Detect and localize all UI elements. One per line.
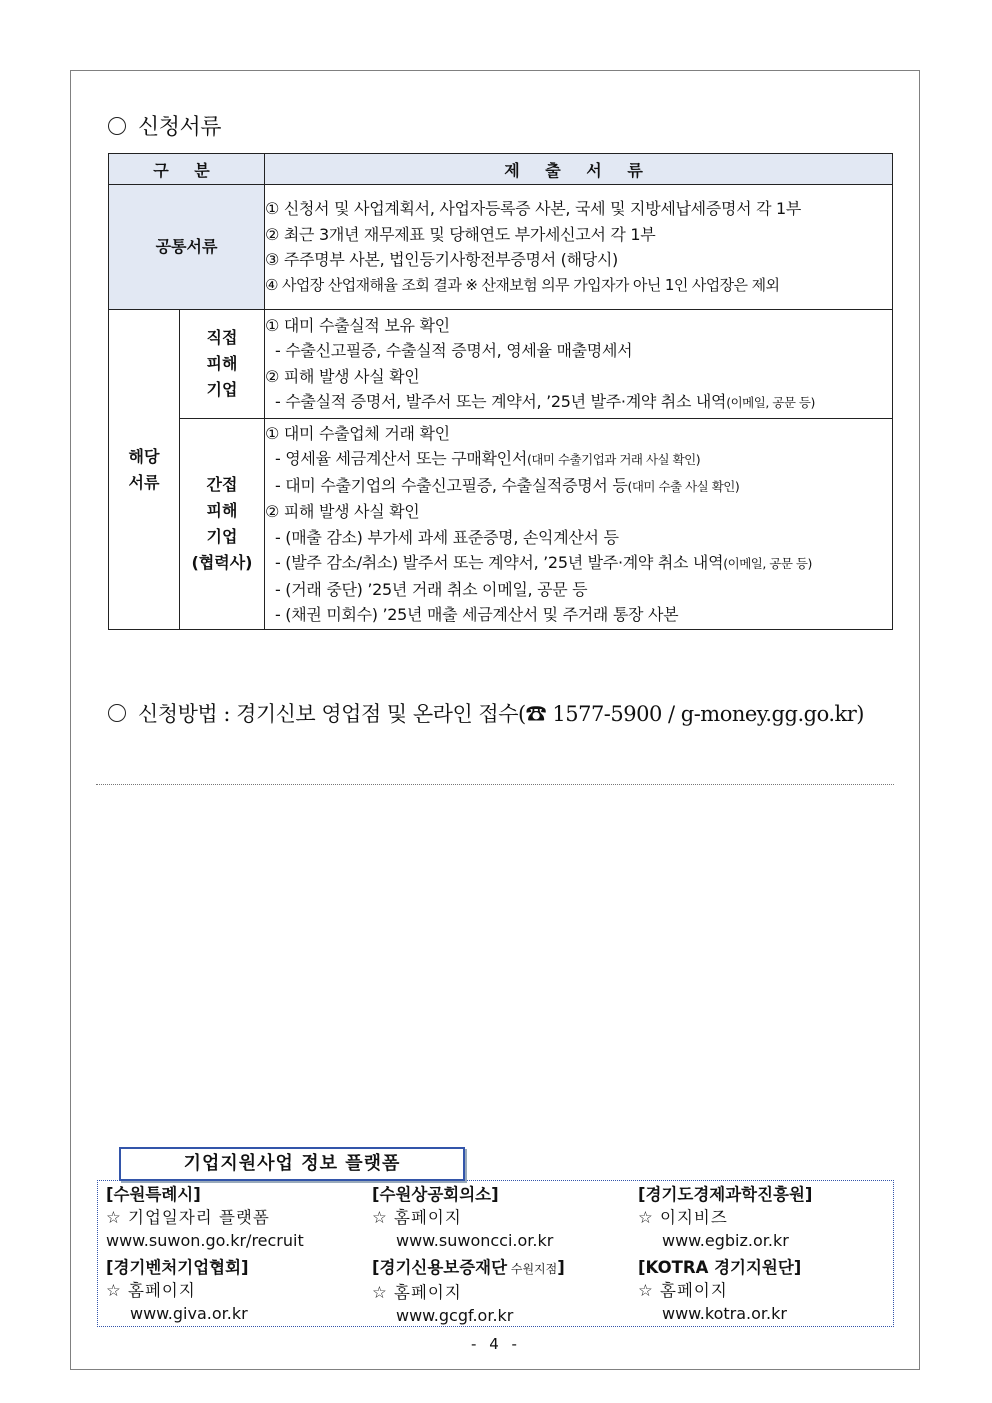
org-suwon-cci (372, 1183, 632, 1252)
list-item (265, 389, 892, 416)
item-note: (이메일, 공문 등) (723, 556, 812, 571)
item-text: - 수출실적 증명서, 발주서 또는 계약서, ’25년 발주·계약 취소 내역 (275, 392, 727, 411)
subcategory-indirect (180, 419, 265, 630)
org-link[interactable]: www.suwoncci.or.kr (396, 1231, 554, 1250)
org-name-bracket: ] (557, 1258, 565, 1277)
list-item: ① 신청서 및 사업계획서, 사업자등록증 사본, 국세 및 지방세납세증명서 각 1부 (265, 199, 802, 218)
table-header-row (109, 154, 893, 185)
org-name: [경기도경제과학진흥원] (638, 1185, 813, 1204)
circle-bullet-icon (108, 117, 126, 135)
list-item: - (매출 감소) 부가세 과세 표준증명, 손익계산서 등 (275, 527, 619, 547)
header-category: 구 분 (109, 154, 265, 185)
list-item: ② 피해 발생 사실 확인 (265, 366, 420, 386)
list-item (265, 446, 892, 473)
category-label: (협력사) (191, 553, 253, 572)
indirect-items (265, 419, 893, 630)
org-desc: ☆ 홈페이지 (638, 1281, 728, 1300)
item-text: - 대미 수출기업의 수출신고필증, 수출실적증명서 등 (275, 475, 628, 495)
direct-items (265, 310, 893, 419)
category-label: 직접 (206, 328, 238, 347)
category-label: 해당 (128, 446, 160, 466)
org-desc: ☆ 기업일자리 플랫폼 (106, 1208, 270, 1227)
category-label: 피해 (206, 354, 238, 373)
table-row (109, 419, 893, 630)
item-note: (대미 수출 사실 확인) (627, 478, 740, 494)
section-title: 신청서류 (138, 115, 222, 140)
org-desc: ☆ 홈페이지 (372, 1283, 462, 1302)
org-name-note: 수원지점 (507, 1262, 558, 1276)
org-kotra (638, 1256, 898, 1325)
platform-title: 기업지원사업 정보 플랫폼 (119, 1147, 465, 1181)
item-note: (대미 수출기업과 거래 사실 확인) (526, 452, 701, 467)
item-text: - (발주 감소/취소) 발주서 또는 계약서, ’25년 발주·계약 취소 내역 (275, 553, 724, 572)
category-label: 피해 (206, 501, 238, 520)
org-desc: ☆ 이지비즈 (638, 1208, 728, 1227)
table-row (109, 310, 893, 419)
list-item: ③ 주주명부 사본, 법인등기사항전부증명서 (해당시) (265, 250, 618, 269)
list-item (265, 473, 892, 500)
item-note: (이메일, 공문 등) (726, 395, 815, 410)
list-item: ② 최근 3개년 재무제표 및 당해연도 부가세신고서 각 1부 (265, 224, 656, 244)
org-name: [수원특례시] (106, 1185, 201, 1204)
documents-table (108, 153, 893, 630)
divider (96, 784, 894, 785)
category-applicable (109, 310, 180, 630)
application-method-text: 신청방법 : 경기신보 영업점 및 온라인 접수(☎ 1577-5900 / g-money.gg.go.kr) (138, 702, 864, 726)
org-name: [KOTRA 경기지원단] (638, 1258, 802, 1277)
org-gcgf (372, 1256, 632, 1327)
page-number: - 4 - (471, 1335, 521, 1353)
org-giva (106, 1256, 366, 1325)
org-gbsa (638, 1183, 898, 1252)
list-item: ② 피해 발생 사실 확인 (265, 502, 420, 521)
org-name: [경기벤처기업협회] (106, 1258, 249, 1277)
list-item: ① 대미 수출업체 거래 확인 (265, 423, 450, 443)
list-item: ④ 사업장 산업재해율 조회 결과 ※ 산재보험 의무 가입자가 아닌 1인 사업장은 제외 (265, 275, 780, 294)
org-name: [수원상공회의소] (372, 1185, 499, 1204)
category-label: 서류 (128, 472, 160, 492)
list-item: - 수출신고필증, 수출실적 증명서, 영세율 매출명세서 (275, 341, 633, 360)
org-link[interactable]: www.gcgf.or.kr (396, 1306, 514, 1325)
circle-bullet-icon (108, 704, 126, 722)
org-link[interactable]: www.egbiz.or.kr (662, 1231, 789, 1250)
list-item: - (채권 미회수) ’25년 매출 세금계산서 및 주거래 통장 사본 (275, 605, 679, 624)
table-row (109, 185, 893, 310)
section-heading-application (108, 698, 864, 728)
list-item: - (거래 중단) ’25년 거래 취소 이메일, 공문 등 (275, 579, 588, 599)
list-item (265, 550, 892, 577)
org-desc: ☆ 홈페이지 (372, 1208, 462, 1227)
category-label: 기업 (206, 527, 238, 546)
header-documents: 제 출 서 류 (265, 154, 893, 185)
list-item: ① 대미 수출실적 보유 확인 (265, 315, 450, 335)
org-desc: ☆ 홈페이지 (106, 1281, 196, 1300)
common-items (265, 185, 893, 310)
org-name (372, 1256, 632, 1281)
item-text: - 영세율 세금계산서 또는 구매확인서 (275, 449, 527, 468)
org-link[interactable]: www.suwon.go.kr/recruit (106, 1231, 304, 1250)
org-name-text: [경기신용보증재단 (372, 1258, 508, 1277)
category-label: 간접 (206, 475, 238, 494)
category-common: 공통서류 (109, 185, 265, 310)
subcategory-direct (180, 310, 265, 419)
category-label: 기업 (206, 380, 238, 399)
section-heading-documents (108, 110, 221, 141)
org-link[interactable]: www.kotra.or.kr (662, 1304, 787, 1323)
org-link[interactable]: www.giva.or.kr (130, 1304, 248, 1323)
org-suwon-city (106, 1183, 366, 1252)
